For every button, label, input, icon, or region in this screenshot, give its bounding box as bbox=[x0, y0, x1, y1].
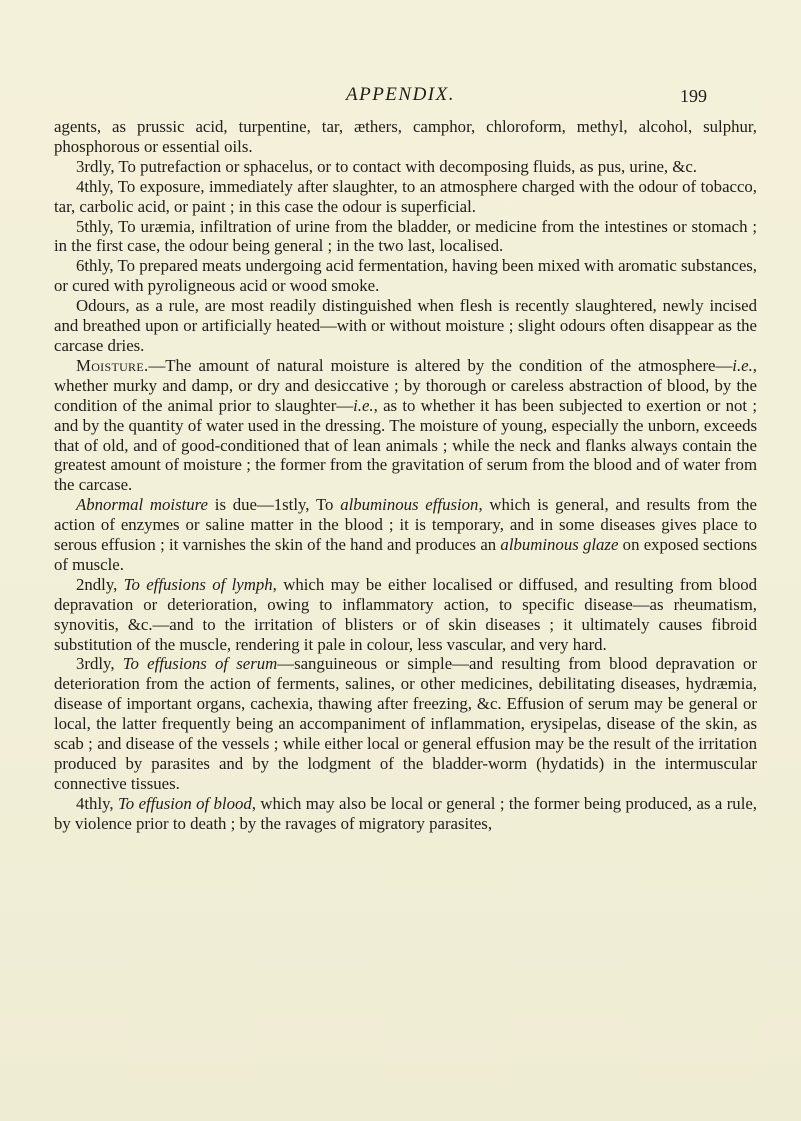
text-run: , whether murky and damp, or dry and desiccative ; by thorough or careless abstraction of blood, by the condition of the animal prior to slaughter— bbox=[54, 355, 757, 415]
text-run: on exposed sections of muscle. bbox=[54, 535, 758, 574]
paragraph-exposure: 4thly, To exposure, immediately after slaughter, to an atmosphere charged with the odour of tobacco, tar, carbolic acid, or paint ; in this case the odour is superficial. bbox=[54, 176, 757, 216]
text-run: , which may also be local or general ; the former being produced, as a rule, by violence prior to death ; by the ravages of migratory parasites, bbox=[54, 793, 758, 833]
paragraph-continuation: agents, as prussic acid, turpentine, tar, æthers, camphor, chloroform, methyl, alcohol, sulphur, phosphorous or essential oils. bbox=[54, 117, 757, 156]
text-run: , as to whether it has been subjected to exertion or not ; and by the quantity of water used in the dressing. The moisture of young, especially the unborn, exceeds that of old, and of good-conditioned that of lean animals ; while the neck and flanks always contain the greatest amount of moisture ; the former from the gravitation of serum from the blood and of water from the carcase. bbox=[54, 395, 757, 495]
italic-run: i.e. bbox=[732, 355, 753, 375]
text-run: —sanguineous or simple—and resulting from blood depravation or deterioration from the action of ferments, salines, or other medicines, debilitating diseases, hydræmia, disease of important organs, cachexia, thawing after freezing, &c. Effusion of serum may be general or local, the latter frequently being an accompaniment of inflammation, erysipelas, disease of the skin, as scab ; and disease of the vessels ; while either local or general effusion may be the result of the irritation produced by parasites and by the lodgment of the bladder-worm (hydatids) in the intermuscular connective tissues. bbox=[54, 654, 757, 793]
text-run: 2ndly, bbox=[76, 574, 124, 594]
text-run: , which is general, and results from the action of enzymes or saline matter in the blood ; it is temporary, and in some diseases gives place to serous effusion ; it varnishes the skin of the hand and produces an bbox=[54, 495, 757, 555]
page-number: 199 bbox=[680, 86, 707, 106]
italic-term: albuminous glaze bbox=[500, 535, 619, 555]
paragraph-effusions-lymph bbox=[54, 575, 757, 655]
body-text bbox=[54, 117, 757, 834]
text-run: is due—1stly, To bbox=[208, 495, 341, 515]
paragraph-putrefaction: 3rdly, To putrefaction or sphacelus, or to contact with decomposing fluids, as pus, urine, &c. bbox=[76, 156, 697, 176]
paragraph-prepared-meats: 6thly, To prepared meats undergoing acid fermentation, having been mixed with aromatic substances, or cured with pyroligneous acid or wood smoke. bbox=[54, 256, 757, 296]
paragraph-effusions-serum bbox=[54, 654, 757, 793]
paragraph-uraemia: 5thly, To uræmia, infiltration of urine from the bladder, or medicine from the intestines or stomach ; in the first case, the odour being general ; in the two last, localised. bbox=[54, 216, 757, 256]
running-title: APPENDIX. bbox=[345, 84, 455, 105]
italic-term: To effusions of lymph bbox=[123, 574, 273, 594]
text-run: 4thly, bbox=[76, 793, 118, 813]
italic-term: To effusions of serum bbox=[122, 654, 278, 674]
paragraph-moisture bbox=[54, 356, 757, 495]
italic-term: Abnormal moisture bbox=[76, 495, 209, 515]
running-head bbox=[0, 83, 801, 107]
italic-term: To effusion of blood bbox=[118, 793, 252, 813]
paragraph-effusion-blood bbox=[54, 794, 757, 834]
text-run: —The amount of natural moisture is altered by the condition of the atmosphere— bbox=[148, 355, 733, 375]
text-run: 3rdly, bbox=[76, 654, 123, 674]
paragraph-abnormal-moisture bbox=[54, 495, 757, 575]
text-run: , which may be either localised or diffused, and resulting from blood depravation or deterioration, owing to inflammatory action, to specific disease—as rheumatism, synovitis, &c.—and to the irritation of blisters or of skin diseases ; it ultimately causes fibroid substitution of the muscle, rendering it pale in colour, less vascular, and very hard. bbox=[54, 574, 757, 654]
italic-run: i.e. bbox=[353, 395, 374, 415]
section-heading-moisture: Moisture. bbox=[76, 355, 149, 375]
paragraph-odours: Odours, as a rule, are most readily distinguished when flesh is recently slaughtered, newly incised and breathed upon or artificially heated—with or without moisture ; slight odours often disappear as the carcase dries. bbox=[54, 296, 757, 355]
italic-term: albuminous effusion bbox=[340, 495, 479, 515]
